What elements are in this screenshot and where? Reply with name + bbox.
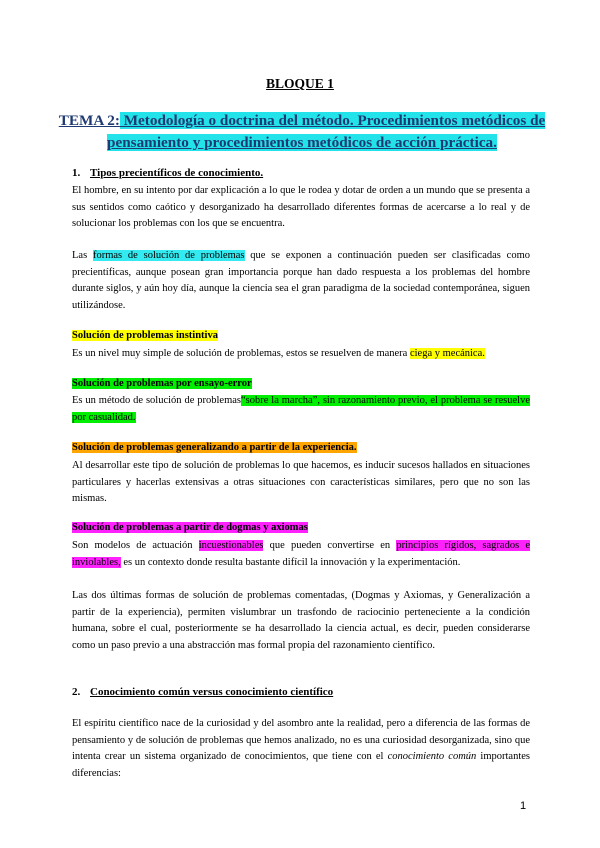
- page-number: 1: [520, 800, 527, 812]
- generalizando-title: Solución de problemas generalizando a partir de la experiencia.: [72, 442, 357, 453]
- dogmas-highlight-1: incuestionables: [198, 540, 264, 551]
- ensayo-heading: [72, 378, 252, 389]
- section-1-intro: El hombre, en su intento por dar explicación a lo que le rodea y dotar de orden a un mundo que se presenta a sus sentidos como caótico y desorganizado ha desarrollado diferentes formas de acercarse a lo real y de solucionar los problemas con los que se encuentra.: [72, 185, 530, 230]
- para2-post: que se exponen a continuación pueden ser clasificadas como precientíficas, aunque posean gran importancia porque han dado respuesta a los problemas del hombre durante siglos, y aún hoy día, aunque la ciencia sea el gran paradigma de la sociedad contemporánea, siguen utilizándose.: [72, 250, 530, 311]
- section-2-post: importantes diferencias:: [72, 751, 531, 779]
- dogmas-highlight-2: principios rígidos, sagrados e inviolables,: [72, 540, 530, 568]
- generalizando-text: Al desarrollar este tipo de solución de problemas lo que hacemos, es inducir sucesos hallados en situaciones particulares y hacerlas extensivas a otras situaciones con características similares, pero que no son las mismas.: [72, 460, 530, 505]
- tema-text: Metodología o doctrina del método. Procedimientos metódicos de pensamiento y procedimientos metódicos de acción práctica.: [107, 112, 546, 151]
- ensayo-text: [72, 393, 530, 426]
- section-2-title: Conocimiento común versus conocimiento científico: [90, 686, 334, 698]
- dogmas-pre: Son modelos de actuación: [72, 540, 199, 551]
- generalizando-heading: [72, 442, 357, 453]
- instintiva-heading: [72, 330, 218, 341]
- instintiva-text: [72, 346, 530, 363]
- section-1-para2: [72, 248, 530, 314]
- section-2-italic: conocimiento común: [387, 751, 477, 763]
- para2-pre: Las: [72, 250, 93, 261]
- section-2-number: 2.: [72, 686, 81, 698]
- instintiva-title: Solución de problemas instintiva: [72, 330, 218, 341]
- section-2-pre: El espíritu científico nace de la curiosidad y del asombro ante la realidad, pero a diferencia de las formas de pensamiento y de solución de problemas que hemos analizado, no es una curiosidad desorganizada, sino que intenta crear un sistema organizado de conocimientos, que tiene con el: [72, 718, 530, 763]
- dogmas-post: es un contexto donde resulta bastante difícil la innovación y la experimentación.: [120, 556, 461, 568]
- section-1-title: Tipos precientíficos de conocimiento.: [90, 167, 264, 179]
- section-1-number: 1.: [72, 167, 81, 179]
- ensayo-highlight: “sobre la marcha”, sin razonamiento previo, el problema se resuelve por casualidad.: [72, 395, 530, 423]
- tema-heading: [40, 110, 564, 154]
- ensayo-title: Solución de problemas por ensayo-error: [72, 378, 252, 389]
- section-2-heading: [72, 686, 333, 698]
- section-2-text: [72, 716, 530, 782]
- block-title: BLOQUE 1: [266, 76, 334, 91]
- section-1-closing: Las dos últimas formas de solución de problemas comentadas, (Dogmas y Axiomas, y Generalización a partir de la experiencia), permiten vislumbrar un trasfondo de raciocinio perteneciente a la condición humana, sobre el cual, posteriormente se ha desarrollado la ciencia actual, es decir, pueden considerarse como un paso previo a una abstracción mas formal propia del razonamiento científico.: [72, 590, 530, 651]
- section-1-heading: [72, 167, 263, 179]
- dogmas-mid: que pueden convertirse en: [263, 540, 397, 551]
- tema-label: TEMA 2:: [58, 112, 120, 129]
- dogmas-title: Solución de problemas a partir de dogmas y axiomas: [72, 522, 308, 533]
- dogmas-text: [72, 538, 530, 571]
- dogmas-heading: [72, 522, 308, 533]
- instintiva-pre: Es un nivel muy simple de solución de problemas, estos se resuelven de manera: [72, 348, 410, 359]
- ensayo-pre: Es un método de solución de problemas: [72, 395, 241, 406]
- instintiva-highlight: ciega y mecánica.: [409, 348, 485, 359]
- para2-highlight: formas de solución de problemas: [92, 250, 245, 261]
